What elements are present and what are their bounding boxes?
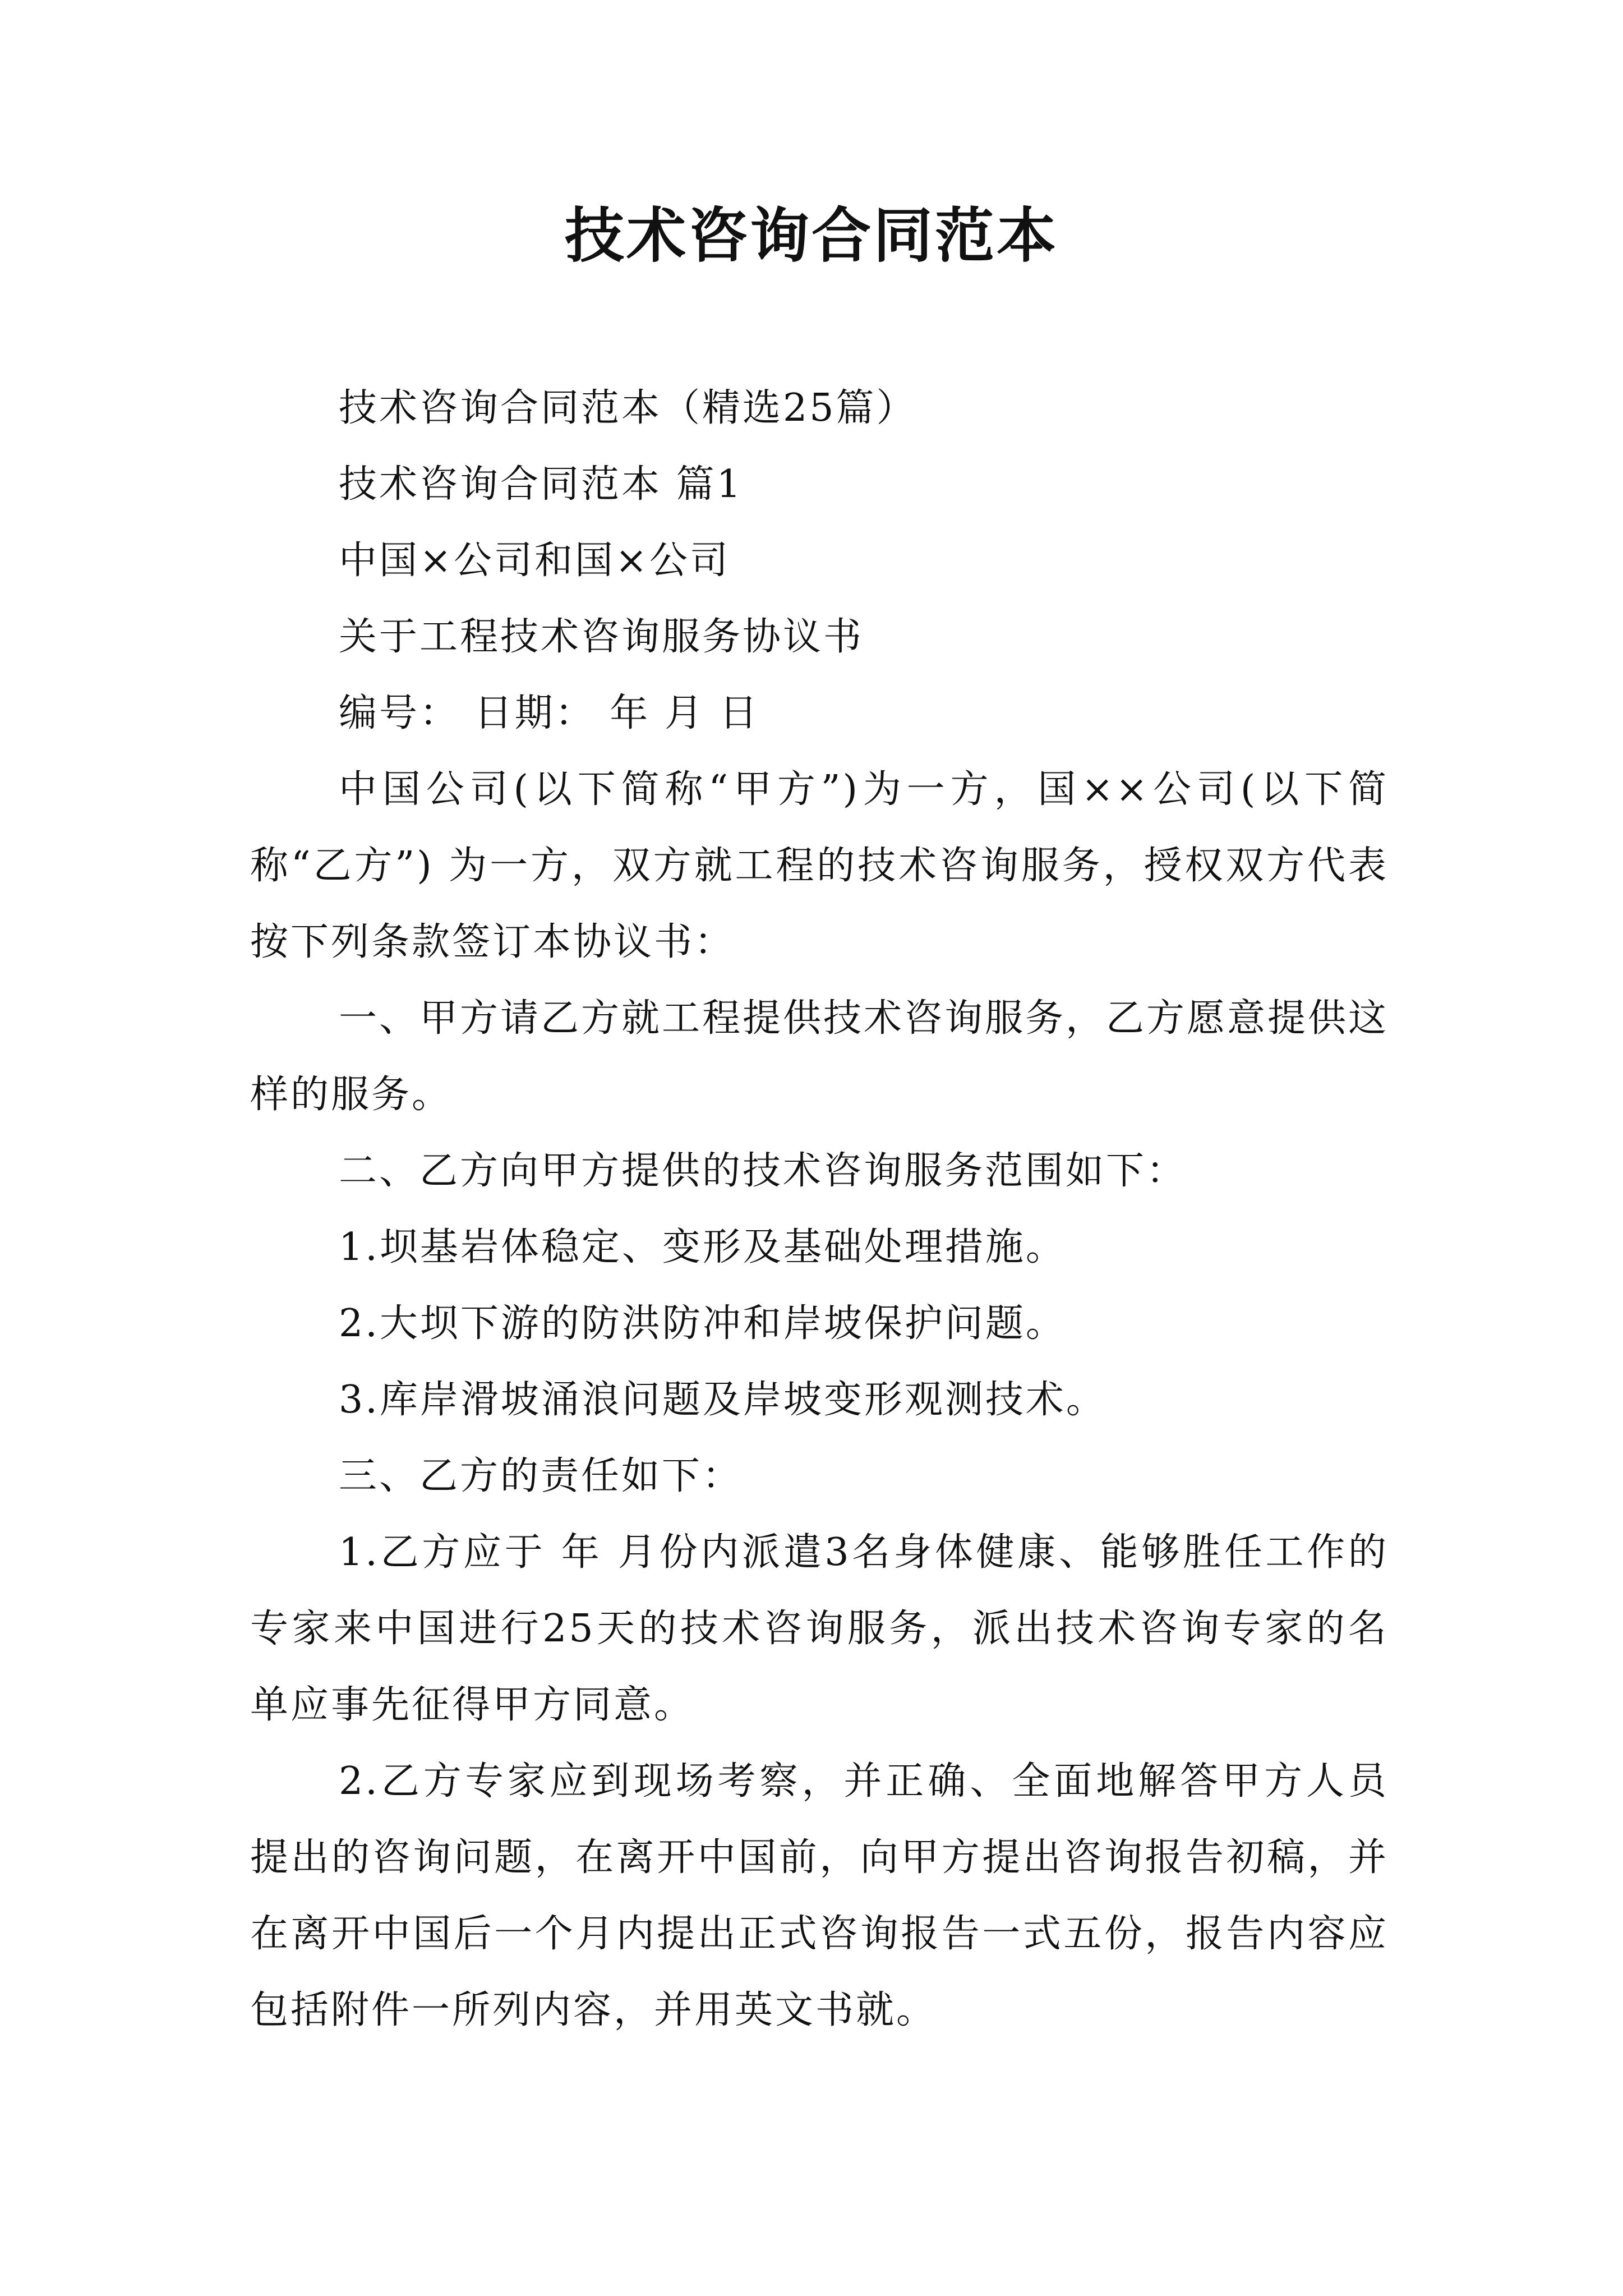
parties-line: 中国×公司和国×公司 xyxy=(339,539,730,583)
clause-3-heading: 三、乙方的责任如下： xyxy=(339,1454,743,1498)
clause-1: 一、甲方请乙方就工程提供技术咨询服务，乙方愿意提供这样的服务。 xyxy=(250,996,1389,1117)
number-date-line: 编号： 日期： 年 月 日 xyxy=(339,691,760,735)
clause-3-item-2: 2.乙方专家应到现场考察，并正确、全面地解答甲方人员提出的咨询问题，在离开中国前，向甲方提出咨询报告初稿，并在离开中国后一个月内提出正式咨询报告一式五份，报告内容应包括附件一所列内容，并用英文书就。 xyxy=(250,1759,1389,2032)
clause-2-item-1: 1.坝基岩体稳定、变形及基础处理措施。 xyxy=(339,1225,1066,1269)
section-heading: 技术咨询合同范本 篇1 xyxy=(339,462,743,507)
intro-paragraph: 中国公司(以下简称“甲方”)为一方，国××公司(以下简称“乙方”) 为一方，双方就工程的技术咨询服务，授权双方代表按下列条款签订本协议书： xyxy=(250,767,1389,964)
clause-2-item-2: 2.大坝下游的防洪防冲和岸坡保护问题。 xyxy=(339,1301,1066,1346)
clause-2-heading: 二、乙方向甲方提供的技术咨询服务范围如下： xyxy=(339,1149,1187,1193)
clause-2-item-3: 3.库岸滑坡涌浪问题及岸坡变形观测技术。 xyxy=(339,1378,1106,1422)
document-title: 技术咨询合同范本 xyxy=(565,200,1058,270)
document-body xyxy=(250,370,1389,2049)
clause-3-item-1: 1.乙方应于 年 月份内派遣3名身体健康、能够胜任工作的专家来中国进行25天的技术咨询服务，派出技术咨询专家的名单应事先征得甲方同意。 xyxy=(250,1530,1389,1727)
agreement-name: 关于工程技术咨询服务协议书 xyxy=(339,615,864,659)
subtitle-paragraph: 技术咨询合同范本（精选25篇） xyxy=(339,386,917,430)
